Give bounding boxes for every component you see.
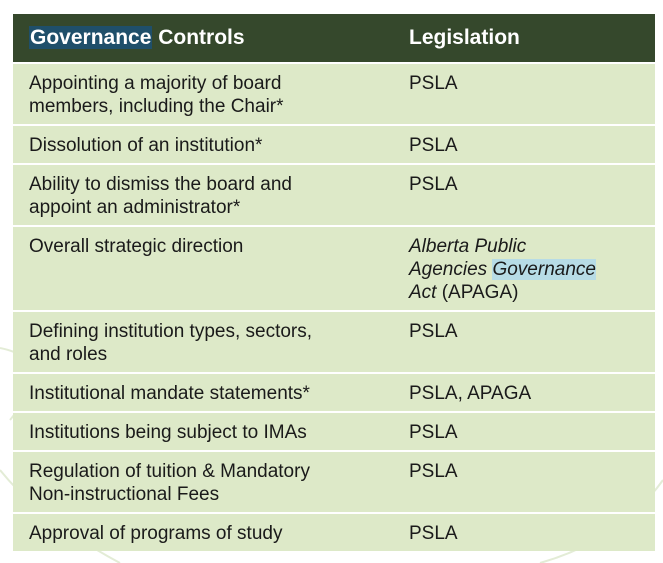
- legislation-cell: PSLA: [393, 451, 655, 513]
- header-governance-controls: Governance Controls: [13, 14, 393, 63]
- legislation-cell: PSLA: [393, 311, 655, 373]
- table-row: [13, 63, 655, 125]
- table-row: [13, 412, 655, 451]
- header-row: [13, 14, 655, 63]
- table-row: [13, 125, 655, 164]
- control-cell: Ability to dismiss the board and appoint an administrator*: [13, 164, 393, 226]
- legislation-cell: PSLA, APAGA: [393, 373, 655, 412]
- table-row: [13, 373, 655, 412]
- governance-table: [13, 14, 655, 551]
- control-cell: Institutions being subject to IMAs: [13, 412, 393, 451]
- control-cell: Regulation of tuition & Mandatory Non-instructional Fees: [13, 451, 393, 513]
- table-row: [13, 226, 655, 311]
- highlighted-governance: Governance: [492, 259, 596, 280]
- control-cell: Defining institution types, sectors, and roles: [13, 311, 393, 373]
- legislation-cell: PSLA: [393, 513, 655, 551]
- legislation-cell: PSLA: [393, 164, 655, 226]
- header-highlight: Governance: [30, 26, 152, 49]
- legislation-cell: PSLA: [393, 125, 655, 164]
- control-cell: Overall strategic direction: [13, 226, 393, 311]
- control-cell: Institutional mandate statements*: [13, 373, 393, 412]
- legislation-cell: PSLA: [393, 63, 655, 125]
- governance-table-wrapper: [13, 14, 655, 551]
- control-cell: Appointing a majority of board members, including the Chair*: [13, 63, 393, 125]
- table-row: [13, 451, 655, 513]
- control-cell: Dissolution of an institution*: [13, 125, 393, 164]
- table-row: [13, 513, 655, 551]
- header-legislation: Legislation: [393, 14, 655, 63]
- table-row: [13, 311, 655, 373]
- table-row: [13, 164, 655, 226]
- legislation-cell: Alberta Public Agencies Governance Act (APAGA): [393, 226, 655, 311]
- legislation-cell: PSLA: [393, 412, 655, 451]
- control-cell: Approval of programs of study: [13, 513, 393, 551]
